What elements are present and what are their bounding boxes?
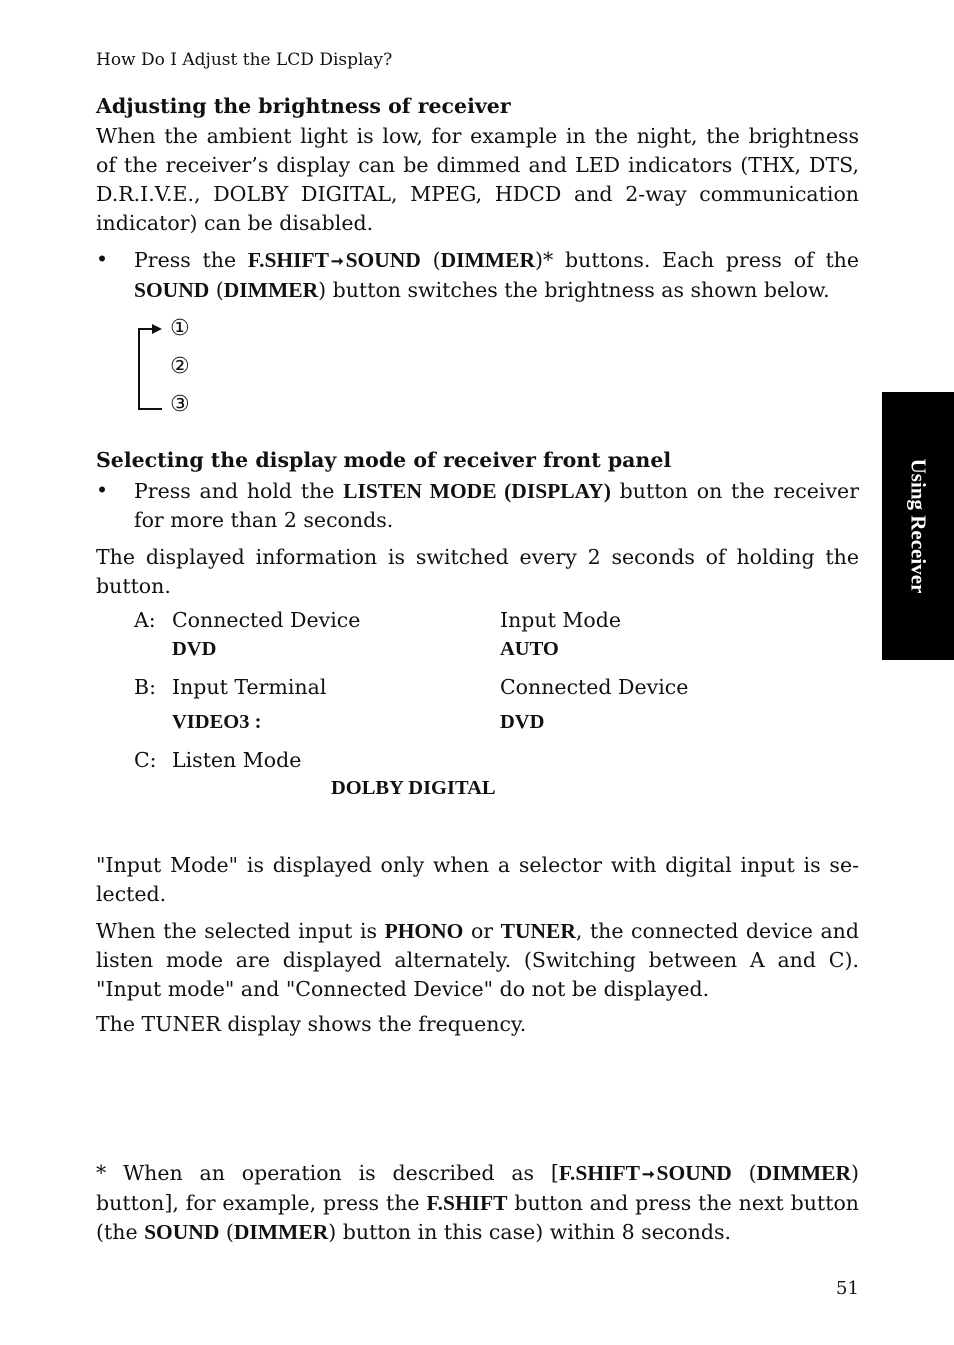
footnote: * When an operation is described as [F.SHIFT ➞SOUND (DIMMER) button], for example, press the F.SHIFT button and press the next button (the SOUND (DIMMER) button in this case) within 8 seconds. [96, 1161, 859, 1244]
mode-b-left: Input Terminal [172, 675, 327, 699]
brightness-heading: Adjusting the brightness of receiver [96, 94, 511, 118]
mode-a-left: Connected Device [172, 608, 361, 632]
mode-c-left: Listen Mode [172, 748, 302, 772]
cycle-loop-icon [132, 318, 168, 418]
mode-a-left-value: DVD [172, 638, 217, 660]
tuner-note: The TUNER display shows the frequency. [96, 1012, 527, 1036]
side-tab [882, 392, 954, 660]
mode-b-right-value: DVD [500, 711, 545, 733]
dimmer-instruction: Press the F.SHIFT ➞SOUND (DIMMER)* buttons. Each press of the SOUND (DIMMER) button switches the brightness as shown below. [134, 248, 860, 302]
brightness-paragraph: When the ambient light is low, for example in the night, the brightness of the receiver’s display can be dimmed and LED indicators (THX, DTS, D.R.I.V.E., DOLBY DIGITAL, MPEG, HDCD and 2-way communication indicator) can be disabled. [96, 124, 859, 235]
step-1: ① [170, 316, 190, 341]
mode-b-right: Connected Device [500, 675, 689, 699]
mode-b-left-value: VIDEO3 : [172, 711, 262, 733]
mode-a-right-value: AUTO [500, 638, 559, 660]
phono-tuner-note: When the selected input is PHONO or TUNER, the connected device and listen mode are displayed alternately. (Switching between A and C). "Input mode" and "Connected Device" do not be displayed. [96, 919, 859, 1001]
bullet-dot: • [96, 478, 109, 502]
step-2: ② [170, 354, 190, 379]
mode-c-label: C: [134, 748, 157, 772]
arrow-right-icon: ➞ [330, 252, 344, 270]
running-header: How Do I Adjust the LCD Display? [96, 50, 393, 70]
page-number: 51 [836, 1278, 859, 1299]
side-tab-label: Using Receiver [906, 458, 931, 594]
listen-mode-instruction: Press and hold the LISTEN MODE (DISPLAY) button on the receiver for more than 2 seconds. [134, 479, 859, 532]
bullet-dot: • [96, 247, 109, 271]
mode-c-value: DOLBY DIGITAL [331, 777, 496, 799]
switch-paragraph: The displayed information is switched every 2 seconds of holding the button. [96, 545, 859, 598]
mode-a-right: Input Mode [500, 608, 621, 632]
mode-b-label: B: [134, 675, 156, 699]
input-mode-note: "Input Mode" is displayed only when a selector with digital input is se-lected. [96, 853, 859, 906]
step-3: ③ [170, 392, 190, 417]
arrow-right-icon: ➞ [641, 1165, 655, 1183]
display-mode-heading: Selecting the display mode of receiver front panel [96, 448, 672, 472]
mode-a-label: A: [134, 608, 156, 632]
